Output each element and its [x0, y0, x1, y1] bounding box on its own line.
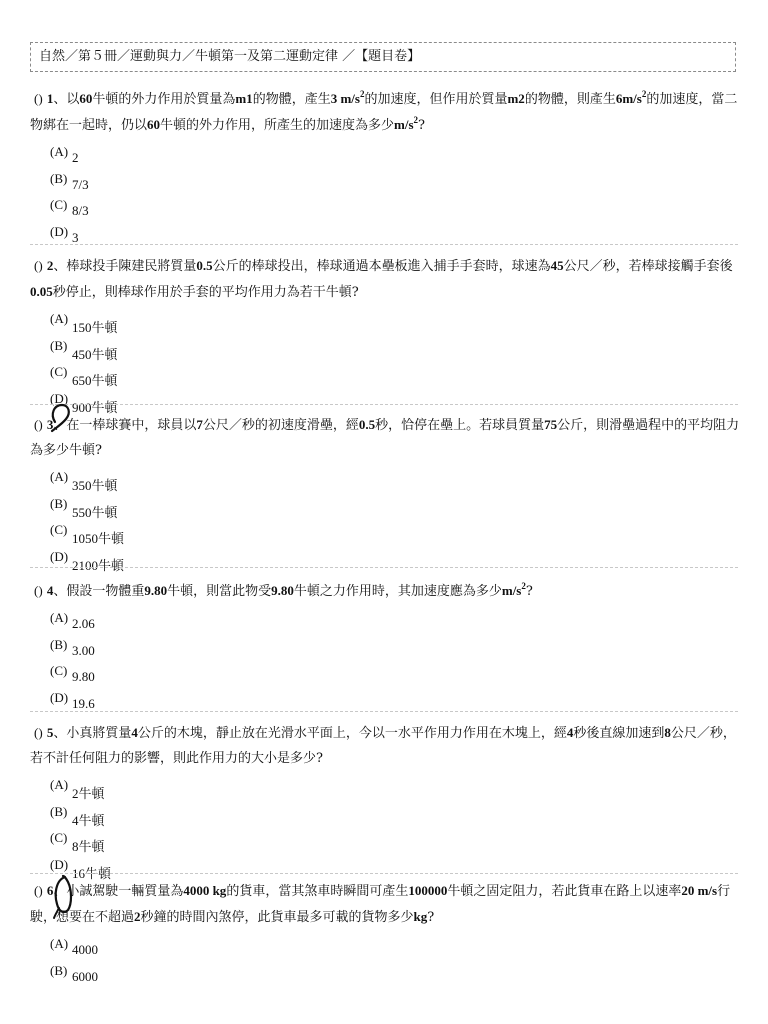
option-d[interactable]: (D) 2100牛頓 [50, 548, 125, 573]
question-stem: () 2、棒球投手陳建民將質量0.5公斤的棒球投出，棒球通過本壘板進入捕手手套時，球速為45公尺／秒，若棒球接觸手套後0.05秒停止，則棒球作用於手套的平均作用力為若干牛頓? [30, 258, 733, 300]
answer-paren[interactable]: () [34, 417, 43, 432]
question-5 [30, 720, 740, 883]
option-c[interactable]: (C) 1050牛頓 [50, 522, 125, 546]
option-b[interactable]: (B) 550牛頓 [50, 495, 118, 520]
worksheet-header [30, 42, 736, 72]
question-stem: () 5、小真將質量4公斤的木塊，靜止放在光滑水平面上，今以一水平作用力作用在木塊上，經4秒後直線加速到8公尺／秒，若不計任何阻力的影響，則此作用力的大小是多少? [30, 725, 736, 766]
answer-paren[interactable]: () [34, 258, 43, 273]
option-a[interactable]: (A) 350牛頓 [50, 469, 118, 493]
option-d[interactable]: (D) 16牛頓 [50, 856, 112, 881]
answer-paren[interactable]: () [34, 91, 43, 106]
question-number: 5 [46, 725, 54, 740]
question-4 [30, 578, 740, 716]
option-d[interactable]: (D) 19.6 [50, 689, 95, 711]
answer-paren[interactable]: () [34, 883, 43, 898]
option-b[interactable]: (B) 450牛頓 [50, 337, 118, 362]
option-b[interactable]: (B) 7/3 [50, 170, 89, 192]
question-number: 2 [46, 258, 54, 273]
option-a[interactable]: (A) 150牛頓 [50, 311, 118, 335]
option-c[interactable]: (C) 8/3 [50, 197, 89, 218]
option-a[interactable]: (A) 2 [50, 144, 79, 165]
option-b[interactable]: (B) 4牛頓 [50, 803, 105, 828]
answer-paren[interactable]: () [34, 583, 43, 598]
option-d[interactable]: (D) 3 [50, 223, 79, 245]
option-d[interactable]: (D) 900牛頓 [50, 390, 118, 415]
question-6 [30, 878, 740, 989]
option-c[interactable]: (C) 650牛頓 [50, 364, 118, 388]
question-divider [30, 711, 738, 712]
option-a[interactable]: (A) 2牛頓 [50, 777, 105, 801]
option-b[interactable]: (B) 6000 [50, 962, 98, 984]
answer-paren[interactable]: () [34, 725, 43, 740]
question-number: 4 [46, 583, 54, 598]
question-stem: () 4、假設一物體重9.80牛頓，則當此物受9.80牛頓之力作用時，其加速度應為多少$m/s^2$? [34, 581, 533, 599]
question-stem: () 6、小誠駕駛一輛質量為4000 kg的貨車，當其煞車時瞬間可產生100000牛頓之固定阻力，若此貨車在路上以速率20 m/s行駛，想要在不超過2秒鐘的時間內煞停，此貨車最多可載的貨物多少kg? [30, 883, 731, 925]
option-a[interactable]: (A) 4000 [50, 936, 98, 957]
question-2 [30, 253, 740, 417]
worksheet-title: 自然／第５冊／運動與力／牛頓第一及第二運動定律 ／【題目卷】 [39, 49, 421, 64]
question-number: 3 [46, 417, 54, 432]
question-stem: () 3、在一棒球賽中，球員以7公尺／秒的初速度滑壘，經0.5秒，恰停在壘上。若球員質量75公斤，則滑壘過程中的平均阻力為多少牛頓? [30, 417, 740, 458]
question-number: 6 [46, 883, 54, 898]
question-1 [30, 86, 740, 250]
question-number: 1 [46, 91, 54, 106]
question-stem: () 1、以60牛頓的外力作用於質量為m1的物體，產生3 $m/s^2$的加速度，但作用於質量m2的物體，則產生$6m/s^2$的加速度，當二物綁在一起時，仍以60牛頓的外力作用，所產生的加速度為多少$m/s^2$? [30, 89, 738, 133]
option-b[interactable]: (B) 3.00 [50, 636, 95, 658]
option-c[interactable]: (C) 8牛頓 [50, 830, 105, 854]
option-a[interactable]: (A) 2.06 [50, 610, 95, 631]
question-divider [30, 244, 738, 245]
question-divider [30, 567, 738, 568]
question-divider [30, 873, 738, 874]
option-c[interactable]: (C) 9.80 [50, 663, 95, 684]
question-divider [30, 404, 738, 405]
question-3 [30, 412, 740, 575]
